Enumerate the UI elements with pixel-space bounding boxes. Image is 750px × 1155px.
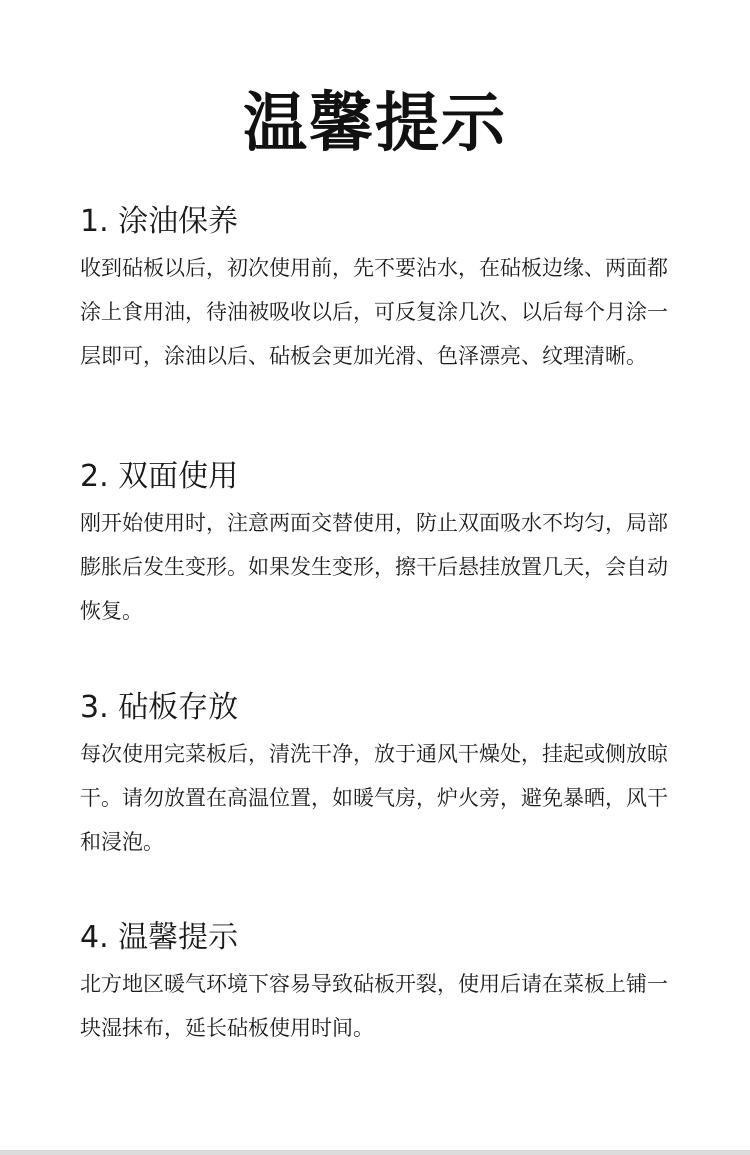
page-title: 温馨提示 xyxy=(243,87,507,161)
bottom-divider xyxy=(0,1150,750,1155)
section-storage xyxy=(80,686,680,864)
section-heading: 4. 温馨提示 xyxy=(80,920,239,955)
section-body: 收到砧板以后，初次使用前，先不要沾水，在砧板边缘、两面都涂上食用油，待油被吸收以后，可反复涂几次、以后每个月涂一层即可，涂油以后、砧板会更加光滑、色泽漂亮、纹理清晰。 xyxy=(80,256,668,368)
section-body: 每次使用完菜板后，清洗干净，放于通风干燥处，挂起或侧放晾干。请勿放置在高温位置，如暖气房，炉火旁，避免暴晒，风干和浸泡。 xyxy=(80,742,668,854)
section-oil-maintenance xyxy=(80,200,680,378)
section-heading: 2. 双面使用 xyxy=(80,459,239,494)
section-body: 北方地区暖气环境下容易导致砧板开裂，使用后请在菜板上铺一块湿抹布，延长砧板使用时间。 xyxy=(80,972,668,1040)
section-double-sided-use xyxy=(80,455,680,633)
section-body: 刚开始使用时，注意两面交替使用，防止双面吸水不均匀，局部膨胀后发生变形。如果发生变形，擦干后悬挂放置几天，会自动恢复。 xyxy=(80,511,668,623)
section-heading: 1. 涂油保养 xyxy=(80,204,239,239)
section-heading: 3. 砧板存放 xyxy=(80,690,239,725)
section-warm-tips xyxy=(80,916,680,1050)
